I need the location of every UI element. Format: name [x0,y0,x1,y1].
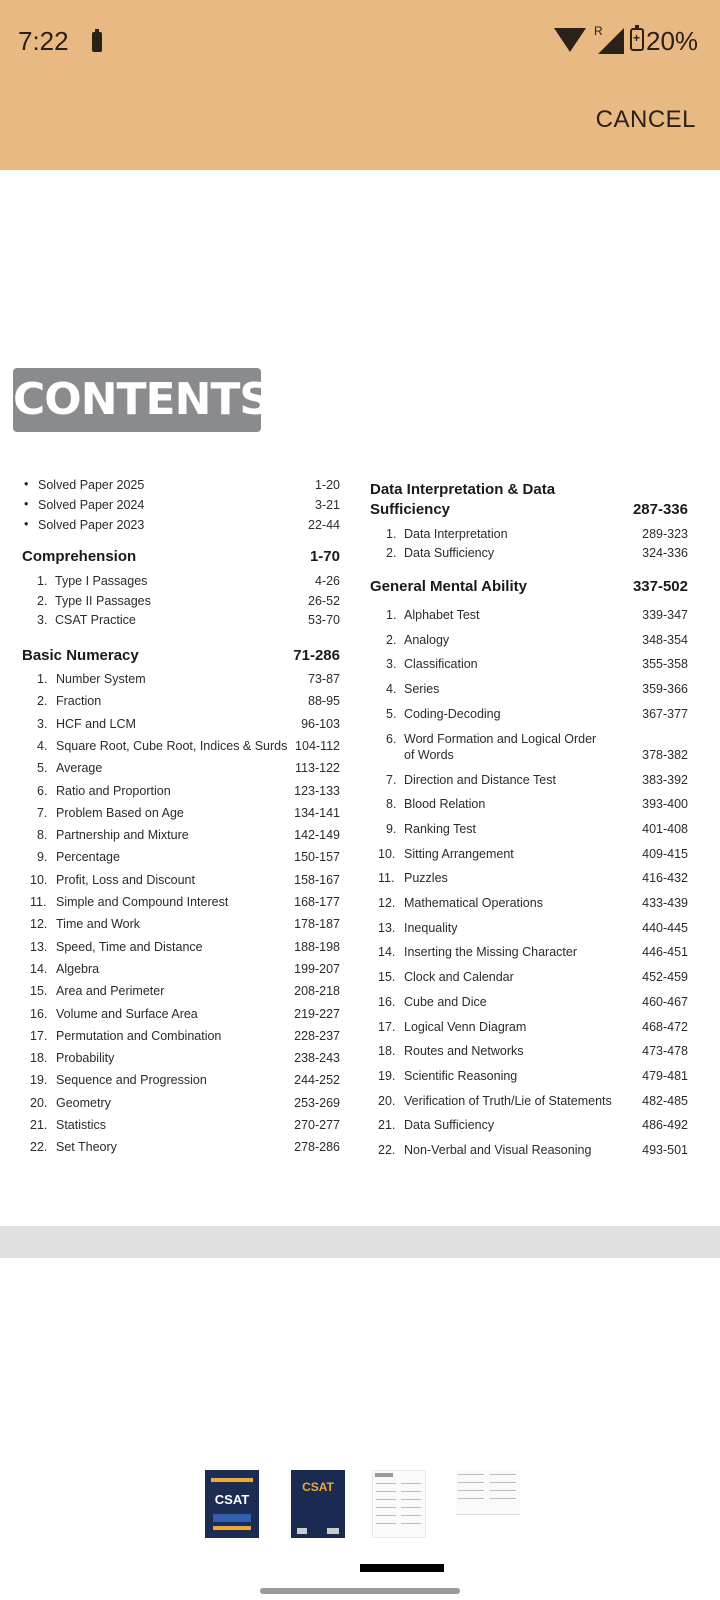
toc-entry-number: 1. [386,608,397,622]
toc-entry-label: Analogy [404,632,450,647]
toc-entry-pages: 228-237 [294,1028,340,1043]
toc-entry-pages: 378-382 [642,747,688,762]
toc-entry-pages: 168-177 [294,895,340,909]
toc-entry-pages: 482-485 [642,1093,688,1108]
toc-entry-pages: 134-141 [294,805,340,820]
toc-entry-label: Logical Venn Diagram [404,1019,527,1034]
toc-entry-number: 9. [37,850,48,865]
section-pages: 1-70 [309,548,340,565]
page-thumbnail[interactable] [456,1470,520,1515]
toc-entry-number: 3. [386,657,397,672]
toc-entry-label: Solved Paper 2025 [38,478,145,492]
toc-entry-label: Scientific Reasoning [404,1068,518,1083]
toc-entry-pages: 473-478 [642,1044,688,1059]
toc-entry-pages: 22-44 [308,518,340,532]
toc-entry-number: 7. [386,772,397,787]
toc-entry-number: 2. [37,593,48,608]
thumbnail-caption: CSAT [302,1480,334,1494]
toc-entry-label: Direction and Distance Test [404,772,556,787]
toc-entry-pages: 96-103 [301,716,340,731]
toc-entry-number: 1. [386,527,397,541]
toc-entry-label: Number System [56,672,146,686]
toc-entry-number: 22. [378,1143,396,1157]
toc-entry-pages: 278-286 [294,1140,340,1155]
toc-entry-number: 4. [386,682,397,697]
toc-entry-pages: 142-149 [294,828,340,843]
toc-entry-number: 12. [378,896,396,910]
toc-entry-label: Routes and Networks [404,1044,524,1059]
toc-entry-number: 18. [30,1051,48,1066]
toc-entry-label: Clock and Calendar [404,970,514,985]
toc-entry-label: Alphabet Test [404,608,480,622]
toc-entry-label: Sitting Arrangement [404,846,514,861]
toc-entry-pages: 253-269 [294,1095,340,1110]
section-title: General Mental Ability [370,578,527,595]
toc-entry-number: 8. [386,797,397,812]
toc-entry-number: 16. [378,994,396,1009]
toc-entry-pages: 113-122 [295,761,340,776]
toc-entry-number: 12. [30,917,48,932]
toc-entry-label: Percentage [56,850,120,865]
toc-entry-pages: 1-20 [314,478,340,492]
toc-entry-pages: 26-52 [308,593,340,608]
toc-entry-pages: 433-439 [642,896,688,910]
toc-entry-pages: 446-451 [642,945,688,960]
toc-entry-pages: 289-323 [642,527,688,541]
toc-entry-number: 21. [378,1118,396,1133]
section-title: Data Interpretation & Data [370,481,556,498]
toc-entry-number: 5. [37,761,48,776]
toc-entry-label: Algebra [56,961,100,976]
toc-entry-pages: 401-408 [642,821,688,836]
section-title: Comprehension [22,548,137,565]
toc-entry-pages: 367-377 [642,706,688,721]
toc-entry-number: 15. [378,970,396,985]
toc-entry-label: Type II Passages [55,593,151,608]
toc-entry-number: 7. [37,805,48,820]
toc-entry-number: 8. [37,828,48,843]
toc-entry-label: Sequence and Progression [56,1073,207,1088]
toc-entry-number: 13. [378,920,396,935]
toc-entry-number: 19. [378,1068,396,1083]
toc-entry-label: Non-Verbal and Visual Reasoning [404,1143,592,1157]
toc-entry-pages: 73-87 [308,672,340,686]
toc-entry-label: Time and Work [56,917,141,932]
toc-entry-pages: 238-243 [294,1051,340,1066]
battery-percentage: 20% [646,26,699,56]
toc-entry-label: Partnership and Mixture [56,828,189,843]
toc-entry-number: 14. [30,961,48,976]
toc-entry-pages: 416-432 [642,871,688,886]
toc-entry-pages: 244-252 [294,1073,340,1088]
toc-entry-label: Word Formation and Logical Order [404,731,597,746]
toc-entry-pages: 383-392 [642,772,688,787]
toc-entry-label: Square Root, Cube Root, Indices & Surds [56,738,288,753]
toc-entry-pages: 479-481 [642,1068,688,1083]
thumbnail-caption: CSAT [214,1492,250,1507]
toc-entry-pages: 53-70 [308,613,340,627]
toc-entry-number: 6. [386,731,397,746]
toc-entry-number: 6. [37,783,48,798]
status-time: 7:22 [18,26,69,56]
toc-entry-pages: 208-218 [294,984,340,999]
toc-entry-number: 3. [37,613,48,627]
toc-entry-number: 20. [378,1093,396,1108]
toc-entry-number: 3. [37,716,48,731]
toc-entry-number: 11. [378,871,395,886]
toc-entry-number: 1. [37,574,48,588]
toc-entry-number: 1. [37,672,48,686]
toc-entry-pages: 460-467 [642,994,688,1009]
status-bar [0,0,720,80]
toc-entry-pages: 409-415 [642,846,688,861]
toc-entry-label: Profit, Loss and Discount [56,872,195,887]
toc-entry-label: Speed, Time and Distance [56,939,203,954]
toc-entry-pages: 158-167 [294,872,340,887]
toc-entry-label: Data Sufficiency [404,546,495,560]
toc-entry-number: 15. [30,984,48,999]
toc-entry-label: Type I Passages [55,574,148,588]
toc-entry-label: Simple and Compound Interest [56,895,229,909]
toc-entry-pages: 324-336 [642,546,688,560]
toc-entry-pages: 339-347 [642,608,688,622]
toc-entry-label: Coding-Decoding [404,706,501,721]
cancel-button[interactable]: CANCEL [595,106,696,133]
section-pages: 337-502 [632,578,688,595]
toc-entry-pages: 188-198 [294,939,340,954]
toc-entry-pages: 440-445 [642,920,688,935]
contents-heading: CONTENTS [13,368,261,432]
toc-entry-label: Inserting the Missing Character [404,945,577,960]
toc-entry-pages: 104-112 [295,738,340,753]
toc-entry-number: 2. [37,694,48,709]
section-pages: 287-336 [632,501,688,518]
toc-entry-number: 2. [386,632,397,647]
toc-entry-pages: 355-358 [642,657,688,672]
roaming-indicator: R [594,24,603,38]
toc-entry-number: 21. [30,1118,48,1132]
section-title: Basic Numeracy [22,647,139,664]
toc-entry-number: 2. [386,546,397,560]
toc-entry-number: 13. [30,939,48,954]
toc-entry-label: Permutation and Combination [56,1028,222,1043]
battery-small-icon [92,32,102,52]
toc-entry-pages: 123-133 [294,783,340,798]
toc-entry-label: Statistics [56,1118,107,1132]
bullet-icon: • [24,477,29,491]
page-thumbnail[interactable] [372,1470,426,1538]
toc-entry-number: 18. [378,1044,396,1059]
toc-entry-number: 17. [30,1028,48,1043]
toc-entry-label: Volume and Surface Area [56,1006,198,1021]
toc-entry-label: Average [56,761,103,776]
signal-icon [598,28,624,54]
toc-entry-number: 14. [378,945,396,960]
toc-entry-number: 19. [30,1073,48,1088]
bullet-icon: • [24,517,29,531]
page-thumbnail[interactable] [205,1470,259,1538]
selected-thumbnail-indicator [360,1564,444,1572]
toc-entry-label: Blood Relation [404,797,486,812]
toc-entry-pages: 348-354 [642,632,688,647]
toc-entry-pages: 88-95 [308,694,340,709]
toc-entry-pages: 4-26 [314,574,340,588]
toc-entry-label: Cube and Dice [404,994,487,1009]
toc-entry-label: CSAT Practice [55,613,136,627]
toc-entry-pages: 150-157 [294,850,340,865]
toc-entry-label: Series [404,682,440,697]
toc-entry-label: Puzzles [404,871,448,886]
toc-entry-number: 17. [378,1019,396,1034]
toc-entry-pages: 486-492 [642,1118,688,1133]
toc-entry-pages: 359-366 [642,682,688,697]
toc-entry-number: 16. [30,1006,48,1021]
toc-entry-number: 10. [30,872,48,887]
app-bar [0,0,720,170]
toc-entry-label-cont: of Words [404,747,454,762]
toc-entry-number: 11. [30,895,47,909]
toc-entry-number: 22. [30,1140,48,1155]
toc-entry-label: Data Interpretation [404,527,508,541]
toc-entry-label: Problem Based on Age [56,805,184,820]
toc-entry-number: 10. [378,846,396,861]
toc-entry-pages: 3-21 [314,498,340,512]
battery-charging-icon [630,28,644,51]
toc-entry-label: Verification of Truth/Lie of Statements [404,1093,612,1108]
toc-entry-label: Set Theory [56,1140,117,1155]
toc-entry-label: HCF and LCM [56,716,136,731]
toc-entry-label: Classification [404,657,478,672]
toc-entry-pages: 199-207 [294,961,340,976]
page-thumbnail[interactable] [291,1470,345,1538]
toc-entry-label: Area and Perimeter [56,984,165,999]
toc-entry-pages: 219-227 [294,1006,340,1021]
toc-entry-label: Geometry [56,1095,111,1110]
toc-entry-number: 5. [386,706,397,721]
toc-entry-label: Solved Paper 2023 [38,518,145,532]
toc-entry-label: Probability [56,1051,115,1066]
wifi-icon [554,28,586,52]
toc-entry-label: Fraction [56,694,102,709]
section-pages: 71-286 [293,647,340,664]
toc-entry-label: Data Sufficiency [404,1118,495,1133]
toc-entry-label: Inequality [404,920,458,935]
toc-entry-pages: 452-459 [642,970,688,985]
toc-entry-label: Solved Paper 2024 [38,498,145,512]
toc-entry-pages: 468-472 [642,1019,688,1034]
toc-entry-number: 9. [386,821,397,836]
toc-entry-label: Ranking Test [404,821,477,836]
toc-entry-pages: 493-501 [642,1143,688,1157]
home-indicator[interactable] [260,1588,460,1594]
toc-entry-pages: 178-187 [294,917,340,932]
toc-entry-label: Ratio and Proportion [56,783,171,798]
toc-entry-pages: 270-277 [294,1118,340,1132]
bullet-icon: • [24,497,29,511]
toc-entry-pages: 393-400 [642,797,688,812]
page-divider [0,1226,720,1258]
section-title-cont: Sufficiency [370,501,451,518]
toc-entry-number: 4. [37,738,48,753]
toc-entry-number: 20. [30,1095,48,1110]
toc-entry-label: Mathematical Operations [404,896,543,910]
